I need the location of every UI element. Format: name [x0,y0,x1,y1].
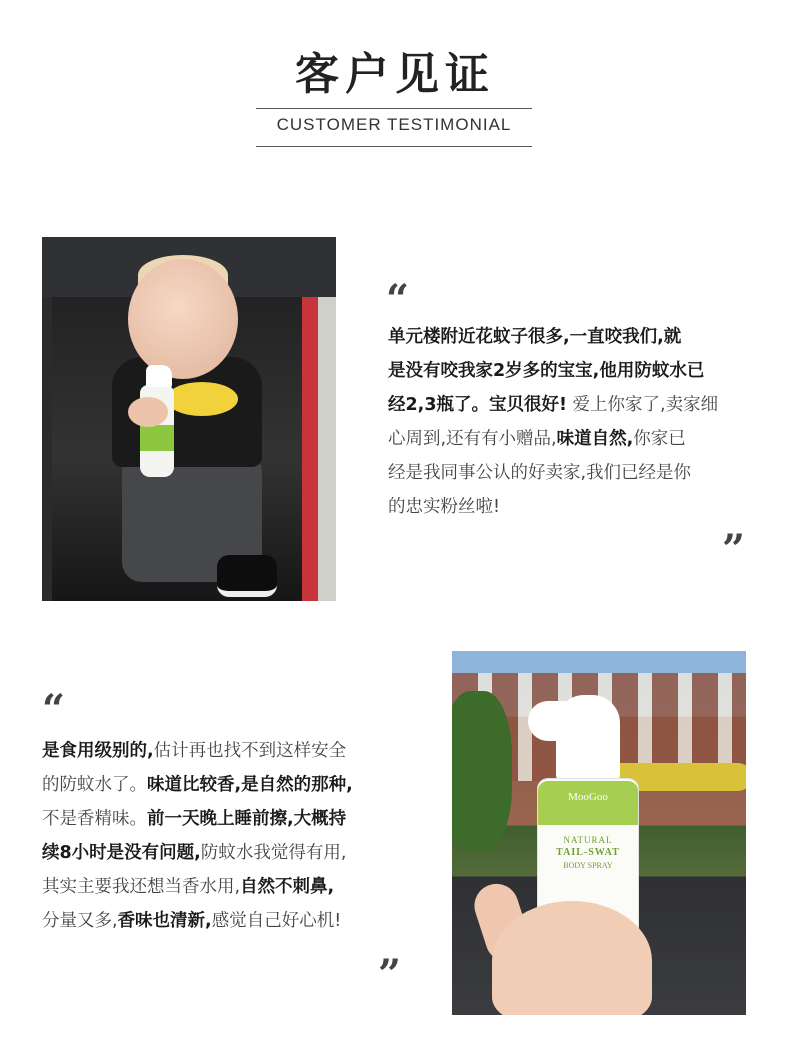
testimonial-line [388,388,758,422]
open-quote-icon: “ [386,276,410,323]
testimonial-line [42,870,422,904]
testimonial-text: 估计再也找不到这样安全 [153,741,347,761]
product-line-2: TAIL-SWAT [556,847,620,858]
testimonial-line [388,456,758,490]
testimonial-photo-product [452,651,746,1015]
testimonial-text-1 [388,320,758,524]
testimonial-text: 的忠实粉丝啦! [388,497,501,517]
testimonial-line [388,422,758,456]
product-line-1: NATURAL [563,835,613,845]
testimonial-text-2 [42,734,422,938]
testimonial-highlight: 前一天晚上睡前擦,大概持 [147,809,347,829]
header-divider-top [256,108,532,109]
product-brand: MooGoo [568,791,608,803]
testimonial-highlight: 味道比较香,是自然的那种, [147,775,353,795]
close-quote-icon: ” [722,526,746,573]
testimonial-line [42,768,422,802]
testimonial-line [388,354,758,388]
testimonial-line [42,836,422,870]
testimonial-highlight: 续8小时是没有问题, [42,843,201,863]
testimonial-highlight: 是没有咬我家2岁多的宝宝,他用防蚊水已 [388,361,705,381]
testimonial-text: 心周到,还有有小赠品, [388,429,557,449]
testimonial-line [388,320,758,354]
testimonial-text: 爱上你家了,卖家细 [566,395,719,415]
testimonial-text: 感觉自己好心机! [211,911,342,931]
header-divider-bottom [256,146,532,147]
open-quote-icon: “ [42,686,66,733]
testimonial-text: 分量又多, [42,911,118,931]
testimonial-text: 经是我同事公认的好卖家,我们已经是你 [388,463,692,483]
testimonial-highlight: 经2,3瓶了。宝贝很好! [388,395,567,415]
product-line-3: BODY SPRAY [563,861,613,870]
testimonial-text: 防蚊水我觉得有用, [200,843,347,863]
page-title: 客户见证 [295,49,495,100]
testimonial-text: 的防蚊水了。 [42,775,147,795]
testimonial-highlight: 是食用级别的, [42,741,154,761]
testimonial-line [388,490,758,524]
testimonial-highlight: 味道自然, [556,429,634,449]
testimonial-line [42,904,422,938]
testimonial-highlight: 自然不刺鼻, [240,877,335,897]
close-quote-icon: ” [378,951,402,998]
testimonial-line [42,802,422,836]
testimonial-highlight: 香味也清新, [117,911,212,931]
testimonial-text: 不是香精味。 [42,809,147,829]
testimonial-text: 其实主要我还想当香水用, [42,877,241,897]
testimonial-highlight: 单元楼附近花蚊子很多,一直咬我们,就 [388,327,682,347]
page-subtitle: CUSTOMER TESTIMONIAL [276,115,512,134]
testimonial-text: 你家已 [633,429,686,449]
testimonial-line [42,734,422,768]
testimonial-photo-baby [42,237,336,601]
